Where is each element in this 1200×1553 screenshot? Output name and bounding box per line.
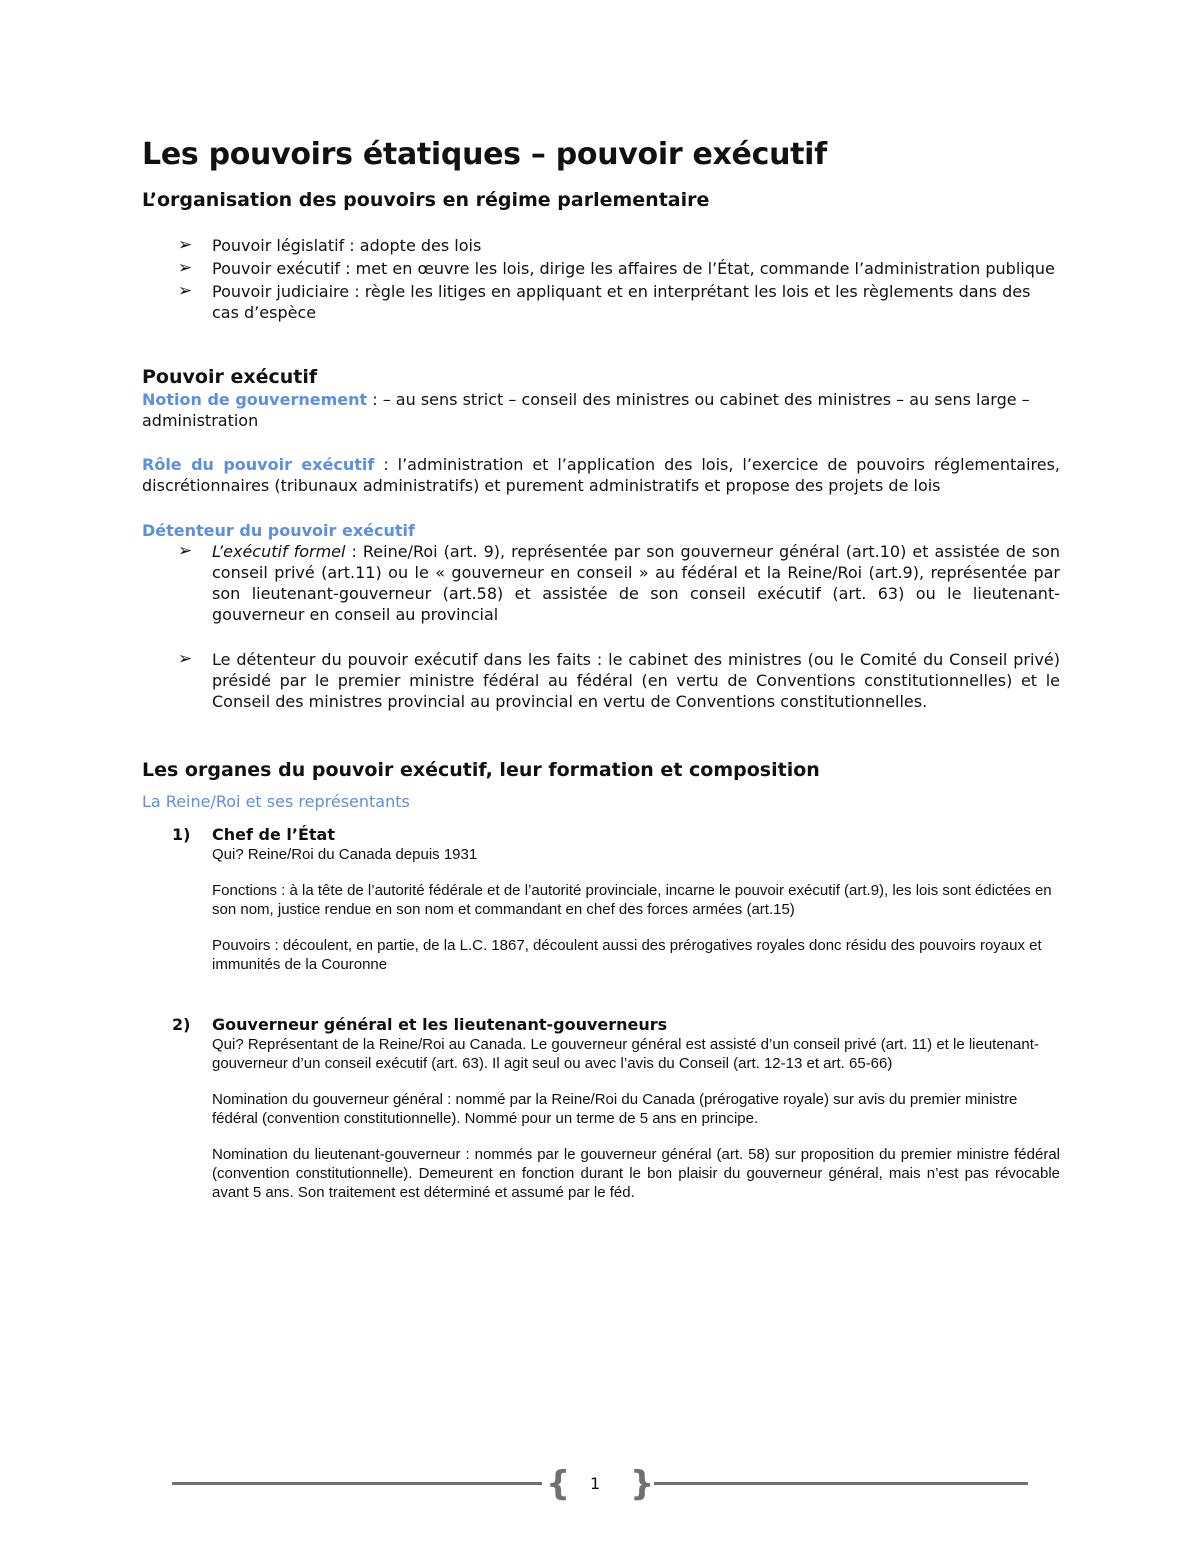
arrow-bullet-icon: ➢	[178, 257, 193, 278]
item-title: Gouverneur général et les lieutenant-gouverneurs	[212, 1015, 668, 1035]
item-paragraph: Fonctions : à la tête de l’autorité fédérale et de l’autorité provinciale, incarne le pouvoir exécutif (art.9), les lois sont édictées en son nom, justice rendue en son nom et commandant en chef des forces armées (art.15)	[212, 882, 1052, 919]
holder-heading: Détenteur du pouvoir exécutif	[142, 521, 415, 541]
item-paragraph: Nomination du lieutenant-gouverneur : nommés par le gouverneur général (art. 58) sur proposition du premier ministre fédéral (convention constitutionnelle). Demeurent en fonction durant le bon plaisir du gouverneur général, mais n’est pas révocable avant 5 ans. Son traitement est déterminé et assumé par le féd.	[212, 1146, 1060, 1202]
section-heading-executive: Pouvoir exécutif	[142, 365, 318, 388]
footer-rule-left	[172, 1482, 542, 1485]
arrow-bullet-icon: ➢	[178, 280, 193, 301]
role-paragraph: Rôle du pouvoir exécutif : l’administration et l’application des lois, l’exercice de pouvoirs réglementaires, discrétionnaires (tribunaux administratifs) et purement administratifs et propose des projets de lois	[142, 455, 1061, 496]
arrow-bullet-icon: ➢	[178, 234, 193, 255]
powers-list	[142, 235, 1060, 323]
footer-rule-right	[654, 1482, 1028, 1485]
item-title: Chef de l’État	[212, 825, 335, 845]
list-item: ➢ Pouvoir exécutif : met en œuvre les lois, dirige les affaires de l’État, commande l’administration publique	[178, 257, 1055, 278]
list-item: 2) Gouverneur général et les lieutenant-gouverneurs Qui? Représentant de la Reine/Roi au Canada. Le gouverneur général est assisté d’un conseil privé (art. 11) et le lieutenant-gouverneur d’un conseil exécutif (art. 63). Il agit seul ou avec l’avis du Conseil (art. 12-13 et art. 65-66) Nomination du gouverneur général : nommé par la Reine/Roi du Canada (prérogative royale) sur avis du premier ministre fédéral (convention constitutionnelle). Nommé pour un terme de 5 ans en principe. Nomination du lieutenant-gouverneur : nommés par le gouverneur général (art. 58) sur proposition du premier ministre fédéral (convention constitutionnelle). Demeurent en fonction durant le bon plaisir du gouverneur général, mais n’est pas révocable avant 5 ans. Son traitement est déterminé et assumé par le féd.	[172, 1015, 1060, 1202]
notion-label: Notion de gouvernement	[142, 390, 368, 410]
left-bracket: {	[546, 1464, 571, 1504]
list-item: ➢ Pouvoir législatif : adopte des lois	[178, 234, 482, 255]
page-number: 1	[590, 1474, 601, 1493]
section-heading-organisation: L’organisation des pouvoirs en régime parlementaire	[142, 189, 710, 211]
list-item: ➢ L’exécutif formel : Reine/Roi (art. 9), représentée par son gouverneur général (art.10) et assistée de son conseil privé (art.11) ou le « gouverneur en conseil » au fédéral et la Reine/Roi (art.9), représentée par son lieutenant-gouverneur (art.58) et assistée de son conseil exécutif (art. 63) ou le lieutenant-gouverneur en conseil au provincial	[178, 541, 1061, 625]
organs-sub-heading: La Reine/Roi et ses représentants	[142, 792, 410, 812]
section-heading-organs: Les organes du pouvoir exécutif, leur formation et composition	[142, 759, 820, 782]
item-paragraph: Qui? Représentant de la Reine/Roi au Canada. Le gouverneur général est assisté d’un conseil privé (art. 11) et le lieutenant-gouverneur d’un conseil exécutif (art. 63). Il agit seul ou avec l’avis du Conseil (art. 12-13 et art. 65-66)	[212, 1036, 1039, 1073]
page-footer	[172, 1462, 1028, 1506]
role-label: Rôle du pouvoir exécutif	[142, 455, 375, 475]
item-paragraph: Nomination du gouverneur général : nommé par la Reine/Roi du Canada (prérogative royale) sur avis du premier ministre fédéral (convention constitutionnelle). Nommé pour un terme de 5 ans en principe.	[212, 1091, 1018, 1128]
item-paragraph: Qui? Reine/Roi du Canada depuis 1931	[212, 846, 478, 864]
holder-list	[142, 541, 1060, 712]
right-bracket: }	[630, 1464, 655, 1504]
item-paragraph: Pouvoirs : découlent, en partie, de la L.C. 1867, découlent aussi des prérogatives royales donc résidu des pouvoirs royaux et immunités de la Couronne	[212, 937, 1042, 974]
arrow-bullet-icon: ➢	[178, 541, 193, 562]
notion-paragraph: Notion de gouvernement : – au sens strict – conseil des ministres ou cabinet des ministres – au sens large – administration	[142, 390, 1030, 431]
document-page	[142, 135, 1060, 1202]
list-item: ➢ Le détenteur du pouvoir exécutif dans les faits : le cabinet des ministres (ou le Comité du Conseil privé) présidé par le premier ministre fédéral au fédéral (en vertu de Conventions constitutionnelles) et le Conseil des ministres provincial au provincial en vertu de Conventions constitutionnelles.	[178, 649, 1060, 712]
arrow-bullet-icon: ➢	[178, 649, 193, 670]
list-item: 1) Chef de l’État Qui? Reine/Roi du Canada depuis 1931 Fonctions : à la tête de l’autorité fédérale et de l’autorité provinciale, incarne le pouvoir exécutif (art.9), les lois sont édictées en son nom, justice rendue en son nom et commandant en chef des forces armées (art.15) Pouvoirs : découlent, en partie, de la L.C. 1867, découlent aussi des prérogatives royales donc résidu des pouvoirs royaux et immunités de la Couronne	[142, 824, 1060, 974]
organs-list	[142, 824, 1060, 1202]
list-item: ➢ Pouvoir judiciaire : règle les litiges en appliquant et en interprétant les lois et les règlements dans des cas d’espèce	[178, 280, 1031, 322]
page-title: Les pouvoirs étatiques – pouvoir exécutif	[142, 137, 827, 172]
